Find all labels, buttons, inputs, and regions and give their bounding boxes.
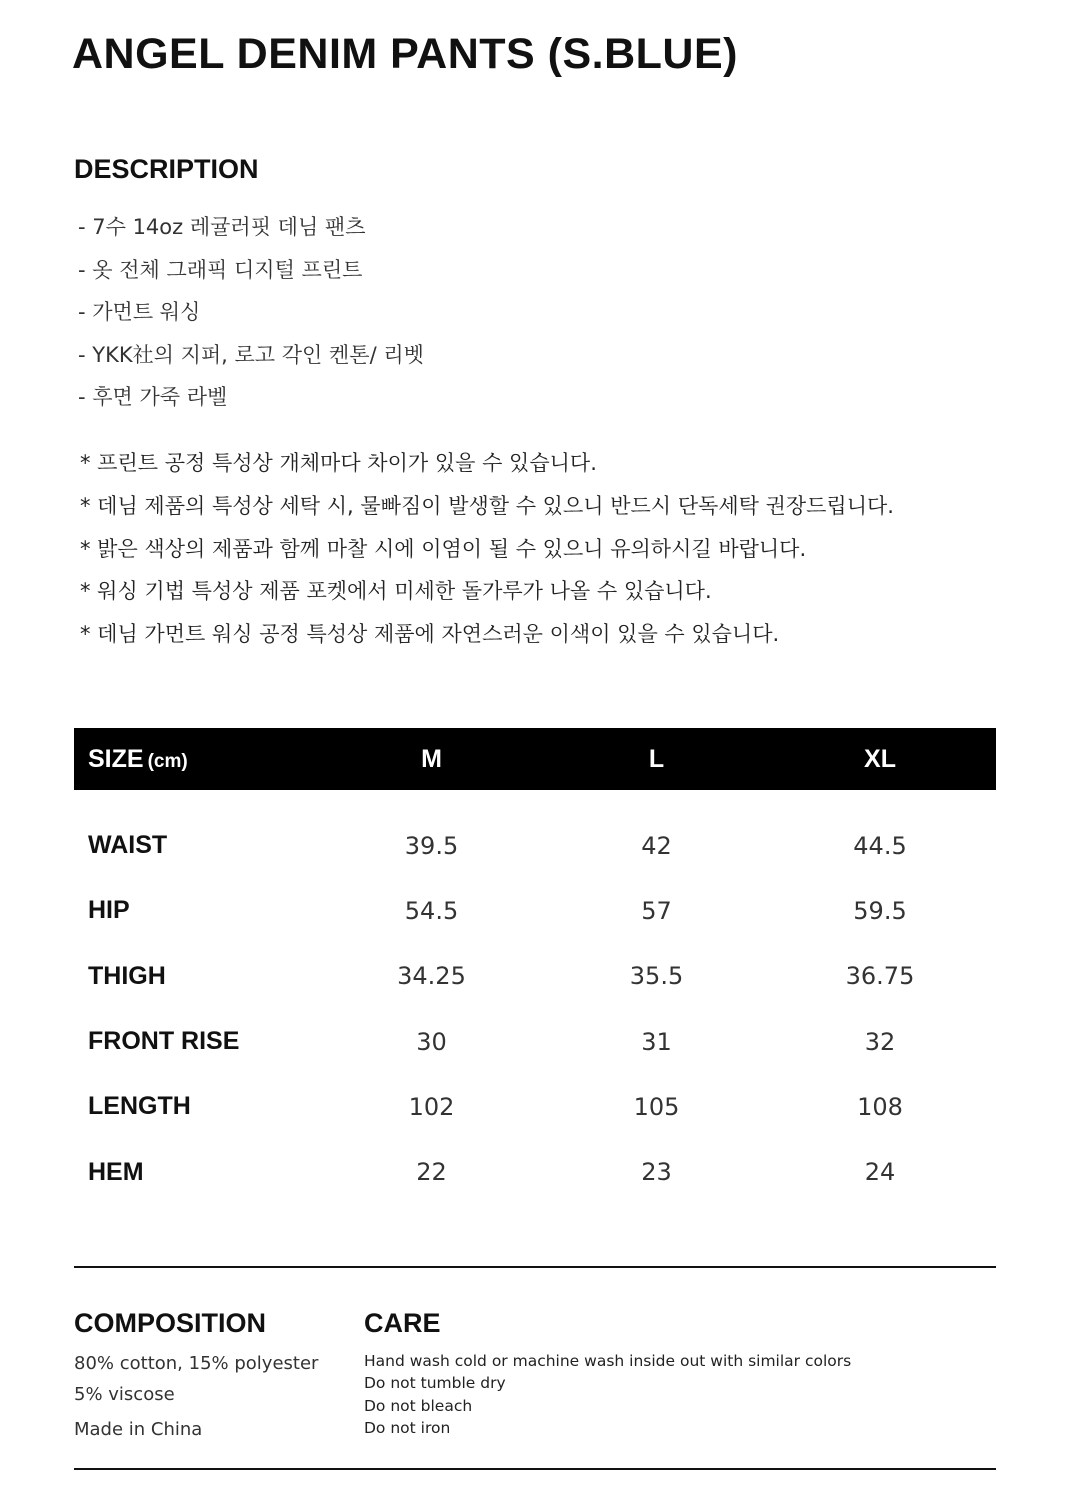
composition-heading: COMPOSITION bbox=[74, 1308, 267, 1338]
care-heading: CARE bbox=[364, 1308, 441, 1338]
table-row bbox=[74, 878, 996, 943]
description-item: - 7수 14oz 레귤러핏 데님 팬츠 bbox=[78, 215, 366, 239]
cell-value: 59.5 bbox=[853, 896, 907, 925]
description-heading: DESCRIPTION bbox=[74, 154, 259, 184]
spacer-cell bbox=[74, 790, 996, 813]
size-header-xl: XL bbox=[864, 744, 896, 773]
size-header-text: SIZE bbox=[88, 744, 144, 773]
care-notes-list bbox=[80, 442, 894, 656]
care-note: * 워싱 기법 특성상 제품 포켓에서 미세한 돌가루가 나올 수 있습니다. bbox=[80, 579, 712, 604]
cell-value: 57 bbox=[641, 896, 672, 925]
row-label: LENGTH bbox=[88, 1092, 191, 1121]
divider bbox=[74, 1266, 996, 1268]
size-header-unit: (cm) bbox=[147, 750, 188, 772]
description-item: - 옷 전체 그래픽 디지털 프린트 bbox=[78, 257, 363, 282]
cell-value: 35.5 bbox=[629, 962, 684, 991]
care-line: Do not iron bbox=[364, 1419, 451, 1438]
cell-value: 54.5 bbox=[404, 896, 459, 925]
size-header-m: M bbox=[421, 744, 442, 773]
composition-list bbox=[74, 1350, 318, 1445]
table-row bbox=[74, 1009, 996, 1074]
cell-value: 34.25 bbox=[397, 962, 466, 991]
cell-value: 22 bbox=[416, 1158, 447, 1187]
cell-value: 39.5 bbox=[404, 831, 459, 860]
composition-line: Made in China bbox=[74, 1419, 203, 1440]
page-title: ANGEL DENIM PANTS (S.BLUE) bbox=[72, 30, 738, 78]
description-item: - 후면 가죽 라벨 bbox=[78, 385, 228, 410]
table-row bbox=[74, 1139, 996, 1204]
description-item: - YKK社의 지퍼, 로고 각인 켄톤/ 리벳 bbox=[78, 342, 424, 367]
care-line: Hand wash cold or machine wash inside out with similar colors bbox=[364, 1352, 852, 1370]
row-label: THIGH bbox=[88, 961, 166, 990]
composition-line: 80% cotton, 15% polyester bbox=[74, 1353, 319, 1374]
description-list bbox=[78, 206, 424, 419]
cell-value: 105 bbox=[633, 1092, 680, 1121]
care-note: * 데님 가먼트 워싱 공정 특성상 제품에 자연스러운 이색이 있을 수 있습니다. bbox=[80, 622, 780, 647]
care-note: * 프린트 공정 특성상 개체마다 차이가 있을 수 있습니다. bbox=[80, 451, 597, 475]
row-label: FRONT RISE bbox=[88, 1027, 240, 1056]
description-item: - 가먼트 워싱 bbox=[78, 300, 201, 325]
table-row bbox=[74, 1074, 996, 1139]
cell-value: 31 bbox=[641, 1027, 672, 1056]
care-line: Do not bleach bbox=[364, 1396, 473, 1415]
cell-value: 30 bbox=[416, 1027, 447, 1056]
divider bbox=[74, 1468, 996, 1470]
row-label: WAIST bbox=[88, 831, 168, 860]
size-table-header bbox=[74, 728, 996, 790]
cell-value: 36.75 bbox=[845, 962, 915, 991]
table-row bbox=[74, 944, 996, 1009]
composition-line: 5% viscose bbox=[74, 1384, 175, 1405]
cell-value: 44.5 bbox=[853, 831, 907, 860]
cell-value: 32 bbox=[864, 1027, 896, 1056]
row-label: HEM bbox=[88, 1157, 144, 1186]
care-note: * 데님 제품의 특성상 세탁 시, 물빠짐이 발생할 수 있으니 반드시 단독세탁 권장드립니다. bbox=[80, 493, 894, 518]
size-header-label bbox=[74, 728, 314, 790]
cell-value: 23 bbox=[641, 1158, 672, 1187]
cell-value: 102 bbox=[408, 1092, 455, 1121]
table-row bbox=[74, 813, 996, 878]
cell-value: 108 bbox=[857, 1092, 903, 1121]
table-spacer bbox=[74, 790, 996, 813]
cell-value: 24 bbox=[864, 1158, 896, 1187]
care-line: Do not tumble dry bbox=[364, 1374, 506, 1393]
row-label: HIP bbox=[88, 896, 130, 925]
care-note: * 밝은 색상의 제품과 함께 마찰 시에 이염이 될 수 있으니 유의하시길 바랍니다. bbox=[80, 536, 807, 561]
size-header-l: L bbox=[648, 744, 665, 773]
care-list bbox=[364, 1350, 851, 1440]
cell-value: 42 bbox=[641, 831, 672, 860]
size-table bbox=[74, 728, 996, 1205]
